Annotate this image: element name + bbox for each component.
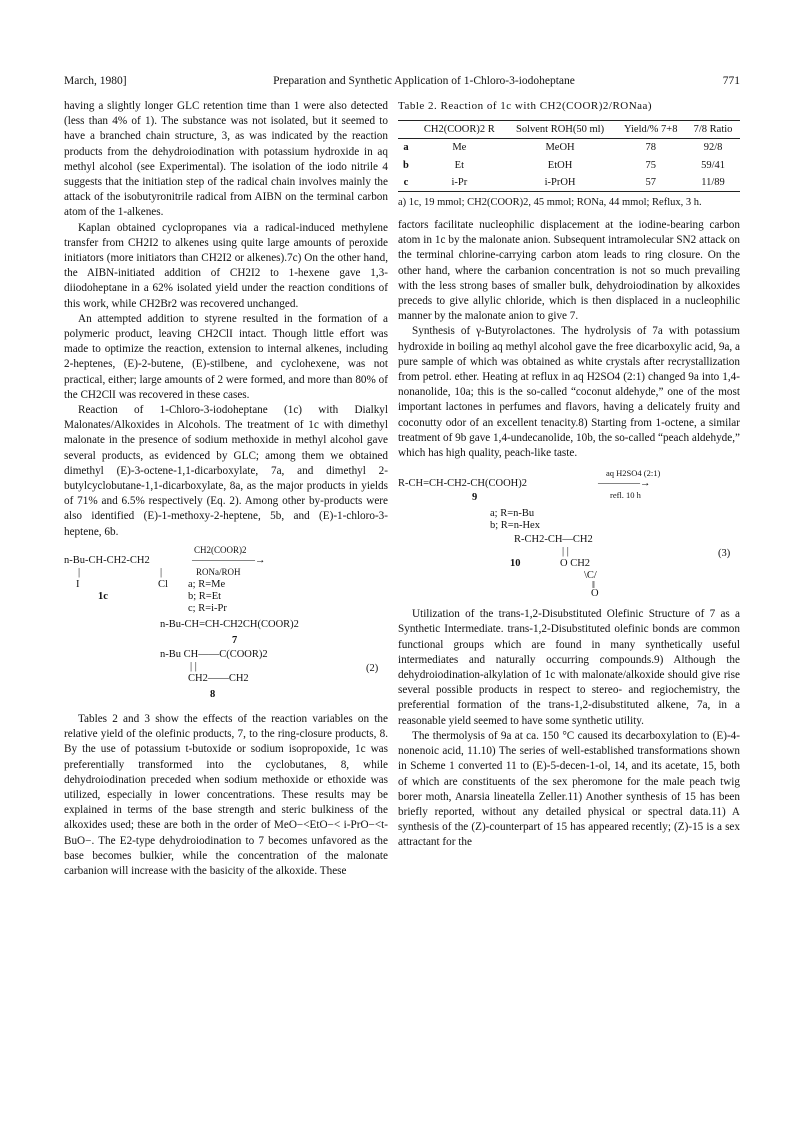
- table-cell: Me: [414, 139, 505, 157]
- compound-10-label: 10: [510, 558, 521, 570]
- table-cell: 92/8: [686, 139, 740, 157]
- equation-2-scheme: [64, 544, 388, 712]
- compound-8-label: 8: [210, 688, 216, 700]
- table-header-cell: Yield/% 7+8: [615, 121, 686, 139]
- reagent-bottom: RONa/ROH: [196, 566, 241, 577]
- equation-number: (3): [718, 548, 731, 560]
- table-caption: Table 2. Reaction of 1c with CH2(COOR)2/RONaa): [398, 100, 653, 112]
- compound-7-label: 7: [232, 634, 238, 646]
- table-row: [398, 157, 740, 174]
- reaction-table: [398, 120, 740, 192]
- paragraph: The thermolysis of 9a at ca. 150 °C caused its decarboxylation to (E)-4-nonenoic acid, 11.10) The series of well-established transformations shown in Scheme 1 converted 11 to (E)-5-decen-1-ol, 14, and its acetate, 15, both of which are constituents of the sex pheromone for the male peach twig borer moth, Anarsia lineatella Zeller.11) Another synthesis of 15 has been briefly reported, without any detailed physical or spectral data.11) A synthesis of the (Z)-counterpart of 15 has appeared recently; (Z)-15 is a sex attractant for the: [398, 729, 740, 849]
- paragraph: An attempted addition to styrene resulted in the formation of a polymeric product, leaving CH2ClI intact. Though little effort was made to optimize the reaction, extension to internal alkenes, including 2-heptenes, (E)-2-butene, (E)-stilbene, and cyclohexene, was not practical, either; large amounts of 2 were formed, and more than 80% of the CH2ClI was recovered in these cases.: [64, 312, 388, 401]
- table-header-cell: [398, 121, 414, 139]
- double-bond: ‖: [592, 580, 595, 592]
- table-footnote: a) 1c, 19 mmol; CH2(COOR)2, 45 mmol; RONa, 44 mmol; Reflux, 3 h.: [398, 197, 702, 209]
- bond-line: |: [78, 566, 81, 578]
- table-row: [398, 174, 740, 192]
- table-row: [398, 139, 740, 157]
- option-b: b; R=n-Hex: [490, 520, 540, 532]
- iodo-label: I: [76, 578, 80, 590]
- table-cell: i-PrOH: [505, 174, 616, 192]
- reactant-formula: R-CH=CH-CH2-CH(COOH)2: [398, 478, 528, 490]
- paragraph: Kaplan obtained cyclopropanes via a radical-induced methylene transfer from CH2I2 to alkenes using quite large amounts of peroxide initiators (more initiators than CH2I2 or alkenes).7c) On the other hand, the AIBN-initiated addition of CH2I2 to 1-hexene gave 1,3-diiodoheptane in a 62% isolated yield under the reaction conditions of this work, while CH2Br2 was recovered unchanged.: [64, 221, 388, 310]
- table-header-cell: CH2(COOR)2 R: [414, 121, 505, 139]
- equation-number: (2): [366, 662, 379, 674]
- right-column: [398, 99, 740, 851]
- table-cell: c: [398, 174, 414, 192]
- product-10-bonds: | |: [562, 546, 569, 558]
- compound-1c-label: 1c: [98, 590, 108, 602]
- product-10-top: R-CH2-CH—CH2: [514, 534, 593, 546]
- left-column: [64, 99, 388, 879]
- table-cell: 11/89: [686, 174, 740, 192]
- table-cell: 78: [615, 139, 686, 157]
- page-number: 771: [722, 75, 740, 87]
- table-cell: EtOH: [547, 159, 573, 171]
- running-header: [64, 75, 740, 91]
- compound-9-label: 9: [472, 492, 478, 504]
- paragraph: factors facilitate nucleophilic displacement at the iodine-bearing carbon atom in 1c by the malonate anion. Subsequent intramolecular SN2 attack on the terminal chlorine-carrying carbon atom leads to ring closure. On the other hand, where the carbanion concentration is not so much prevailing with the less strong bases of smaller bulk, dehydroiodination by alkoxides preceds to give allylic chloride, which is then displaced in a nucleophilic manner by the malonate anion to give 7.: [398, 219, 740, 323]
- reagent-top: aq H2SO4 (2:1): [606, 468, 661, 479]
- issue-date: March, 1980]: [64, 75, 127, 87]
- reaction-arrow: ——————→: [192, 554, 266, 566]
- option-b: b; R=Et: [188, 590, 222, 602]
- table-cell: 75: [645, 159, 656, 171]
- table-header-cell: 7/8 Ratio: [686, 121, 740, 139]
- table-cell: i-Pr: [414, 174, 505, 192]
- product-8-bottom: CH2——CH2: [188, 672, 249, 684]
- table-cell: 57: [615, 174, 686, 192]
- option-a: a; R=n-Bu: [490, 508, 535, 520]
- table-header-row: [398, 121, 740, 139]
- paragraph: Tables 2 and 3 show the effects of the reaction variables on the relative yield of the olefinic products, 7, to the ring-closure products, 8. By the use of potassium t-butoxide or sodium isopropoxide, 1c was preferentially transformed into the cyclobutanes, 8, while dehydroiodination preceded when sodium methoxide or ethoxide was utilized, especially in lower concentrations. These results may be explained in terms of the base strength and steric bulkiness of the alkoxides used; these are both in the order of MeO−<EtO−< i-PrO−<t-BuO−. The E2-type dehydroiodination to 7 becomes unfavored as the base becomes bulkier, while the concentration of the malonate carbanion will increase with the basicity of the alkoxide. These: [64, 712, 388, 877]
- option-c: c; R=i-Pr: [188, 602, 227, 614]
- carbonyl-oxygen: O: [591, 588, 599, 600]
- running-title: Preparation and Synthetic Application of 1-Chloro-3-iodoheptane: [273, 75, 575, 87]
- reaction-arrow: ————→: [598, 478, 651, 490]
- option-a: a; R=Me: [188, 578, 226, 590]
- product-8-top: n-Bu CH——C(COOR)2: [160, 648, 268, 660]
- table-header-cell: Solvent ROH(50 ml): [505, 121, 616, 139]
- reagent-top: CH2(COOR)2: [194, 544, 247, 555]
- paragraph: Utilization of the trans-1,2-Disubstituted Olefinic Structure of 7 as a Synthetic Intermediate. trans-1,2-Disubstituted olefinic bonds are common functional groups which are found in many synthetically useful intermediates and naturally occurring compounds.9) Although the dehydroiodination-alkylation of 1c with malonate/alkoxide should give rise several possible products in respect to stereo- and regiochemistry, the preferential formation of the trans-1,2-disubstituted alkene, 7a, in a reasonable yield seemed to have some synthetic utility.: [398, 608, 740, 727]
- equation-3-scheme: [398, 467, 740, 599]
- bond-line: |: [160, 566, 163, 578]
- product-7-formula: n-Bu-CH=CH-CH2CH(COOR)2: [160, 618, 299, 630]
- table-cell: Et: [454, 159, 464, 171]
- product-10-ring: O CH2: [560, 558, 591, 570]
- paragraph: Synthesis of γ-Butyrolactones. The hydrolysis of 7a with potassium hydroxide in boiling aq methyl alcohol gave the free dicarboxylic acid, 9a, a pure sample of which was obtained as white crystals after recrystallization from petrol. ether. Heating at reflux in aq H2SO4 (2:1) changed 9a into 1,4-nonanolide, 10a; this is the so-called “coconut aldehyde,” one of the most important lactones in perfumes and flavors, having a delicately fruity and coconutty odor of an excellent tenacity.8) Starting from 1-octene, a similar treatment of 9b gave 1,4-undecanolide, 10b, the so-called “peach aldehyde,” which has high quality, peach-like taste.: [398, 325, 741, 460]
- table-cell: b: [403, 159, 409, 171]
- paragraph: Reaction of 1-Chloro-3-iodoheptane (1c) with Dialkyl Malonates/Alkoxides in Alcohols. The treatment of 1c with dimethyl malonate in the presence of sodium methoxide in methyl alcohol gave several products, as evidenced by GLC; among them we obtained dimethyl (E)-3-octene-1,1-dicarboxylate, 7a, and dimethyl 2-butylcyclobutane-1,1-dicarboxylate, 8a, as the major products in yields of 71% and 6.5% respectively (Eq. 2). Among other by-products were also identified (E)-1-methoxy-2-heptene, 5b, and (E)-1-chloro-3-heptene, 6b.: [64, 404, 388, 538]
- paragraph: having a slightly longer GLC retention time than 1 were also detected (less than 4% of 1). The substance was not isolated, but it seemed to have a branched chain structure, 3, as was indicated by the reaction products from the dehydroiodination with potassium hydroxide in aq methyl alcohol (see Experimental). The isolation of the iodo nitrile 4 suggests that the initiation step of the radical chain involves mainly the attack of the isobutyronitrile radical from AIBN on the terminal carbon atom of the 1-alkenes.: [64, 100, 388, 219]
- table-cell: a: [398, 139, 414, 157]
- reactant-formula: n-Bu-CH-CH2-CH2: [64, 554, 150, 566]
- product-8-bonds: | |: [190, 660, 197, 672]
- table-cell: 59/41: [701, 159, 725, 171]
- table-cell: MeOH: [505, 139, 616, 157]
- chloro-label: Cl: [158, 578, 168, 590]
- reagent-bottom: refl. 10 h: [610, 490, 641, 501]
- product-10-carbonyl: \C/: [584, 570, 597, 582]
